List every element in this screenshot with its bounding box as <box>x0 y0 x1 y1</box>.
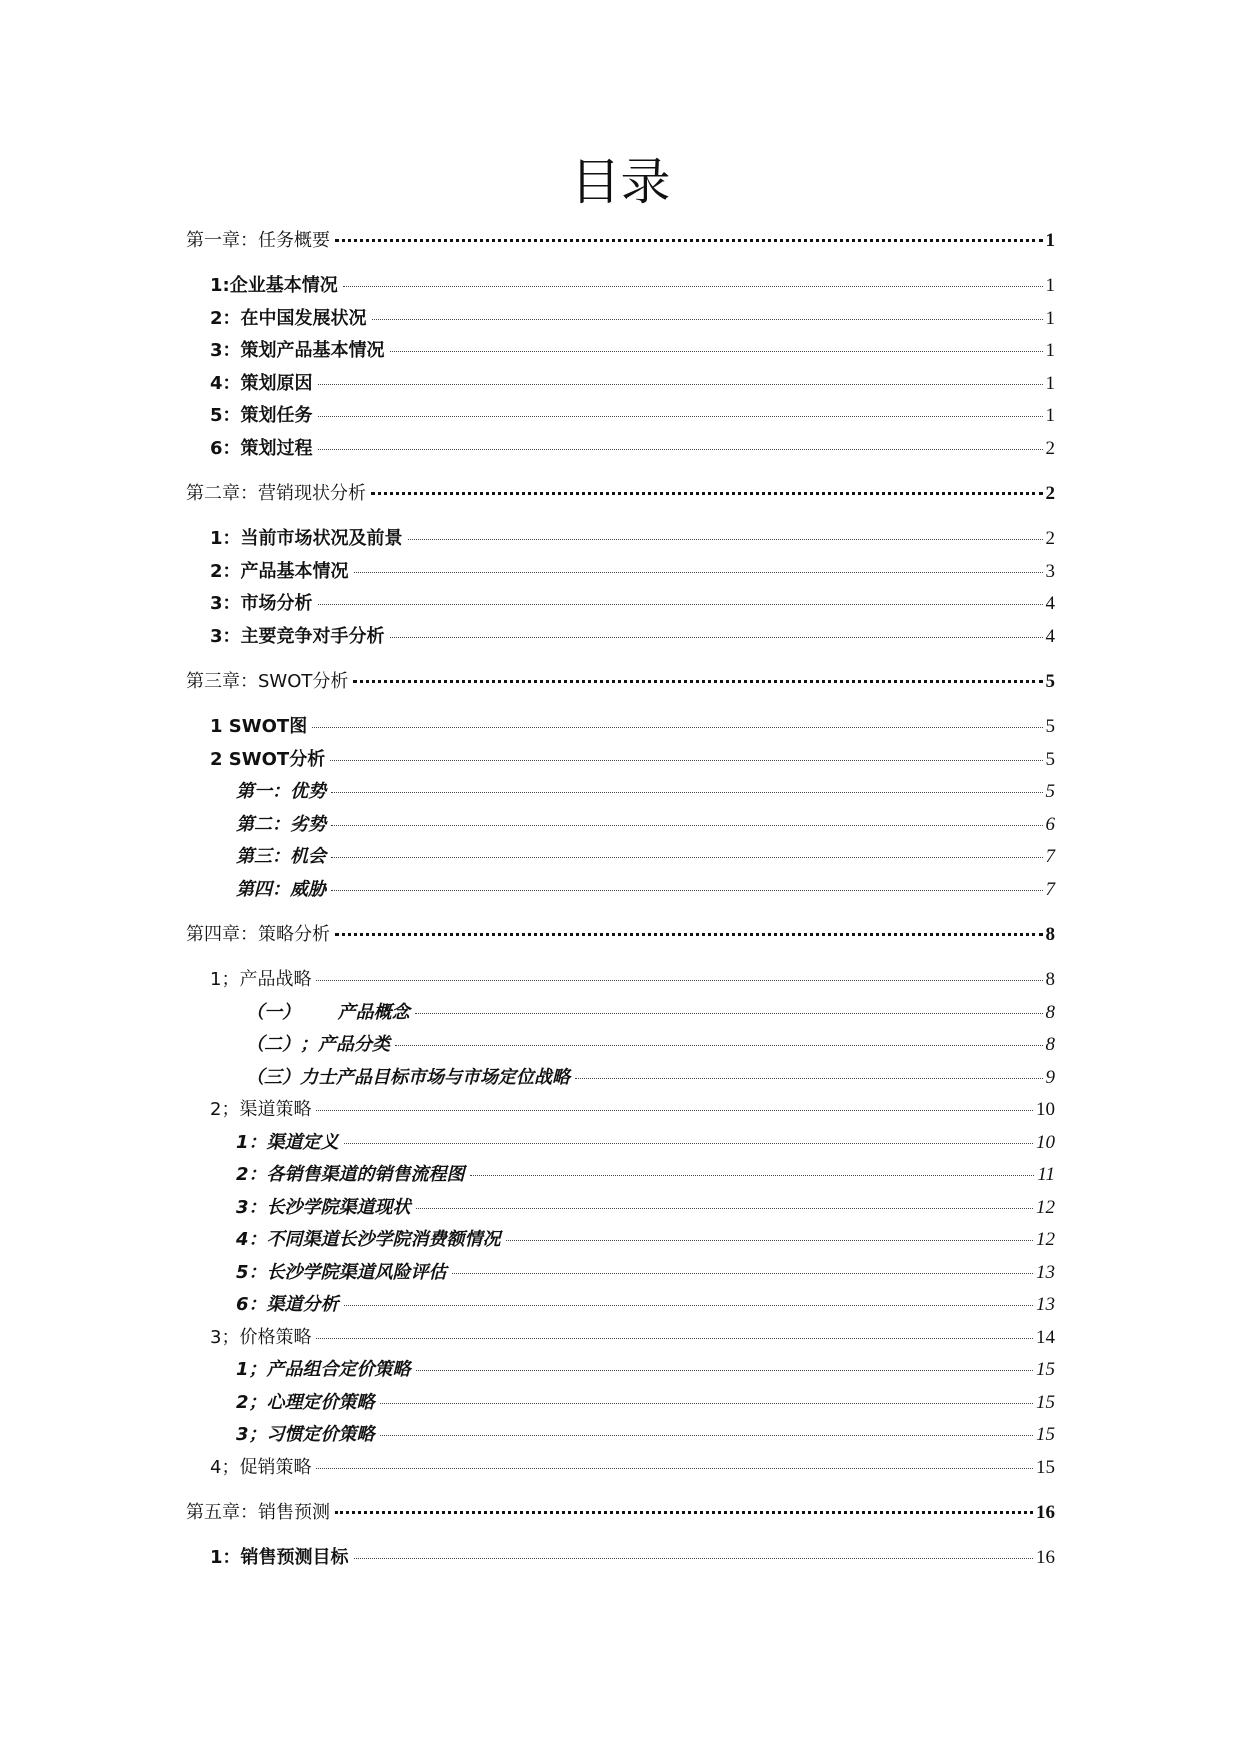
toc-page-number: 1 <box>1045 308 1055 329</box>
dot-leader <box>354 1558 1033 1559</box>
toc-page-number: 2 <box>1045 438 1055 459</box>
dot-leader <box>353 680 1042 683</box>
toc-page-number: 7 <box>1045 879 1055 900</box>
dot-leader <box>335 933 1043 936</box>
toc-label: 3：市场分析 <box>210 593 313 614</box>
toc-page-number: 3 <box>1045 561 1055 582</box>
toc-page-number: 12 <box>1036 1197 1055 1218</box>
toc-page-number: 15 <box>1036 1457 1055 1478</box>
dot-leader <box>330 760 1042 761</box>
toc-section[interactable] <box>210 591 1055 617</box>
toc-label: 6：策划过程 <box>210 438 313 459</box>
dot-leader <box>318 416 1043 417</box>
toc-label: 3：策划产品基本情况 <box>210 340 385 361</box>
toc-page-number: 1 <box>1045 275 1055 296</box>
toc-chapter-5[interactable] <box>186 1500 1055 1526</box>
toc-label: 第五章：销售预测 <box>186 1502 330 1523</box>
toc-label: 第一：优势 <box>236 781 326 802</box>
dot-leader <box>316 1338 1033 1339</box>
toc-page-number: 8 <box>1045 924 1055 945</box>
toc-page-number: 15 <box>1036 1359 1055 1380</box>
toc-section[interactable] <box>210 624 1055 650</box>
dot-leader <box>331 890 1043 891</box>
toc-subsection[interactable] <box>236 1292 1055 1318</box>
toc-section[interactable] <box>210 306 1055 332</box>
dot-leader <box>415 1013 1043 1014</box>
dot-leader <box>343 286 1043 287</box>
toc-subsection[interactable] <box>236 1227 1055 1253</box>
dot-leader <box>390 351 1043 352</box>
toc-section[interactable] <box>210 747 1055 773</box>
toc-page-number: 14 <box>1036 1327 1055 1348</box>
toc-label: 第四：威胁 <box>236 879 326 900</box>
toc-subsection[interactable] <box>246 1032 1055 1058</box>
toc-label: 第三章：SWOT分析 <box>186 671 349 692</box>
toc-subsection[interactable] <box>236 877 1055 903</box>
toc-section[interactable] <box>210 436 1055 462</box>
toc-chapter-1[interactable] <box>186 228 1055 254</box>
dot-leader <box>506 1240 1033 1241</box>
toc-page-number: 7 <box>1045 846 1055 867</box>
toc-label: 1：渠道定义 <box>236 1132 339 1153</box>
toc-subsection[interactable] <box>236 1357 1055 1383</box>
toc-label: 第四章：策略分析 <box>186 924 330 945</box>
dot-leader <box>575 1078 1043 1079</box>
toc-page-number: 6 <box>1045 814 1055 835</box>
toc-label: 3：长沙学院渠道现状 <box>236 1197 411 1218</box>
toc-page-number: 9 <box>1045 1067 1055 1088</box>
toc-label: 第一章：任务概要 <box>186 230 330 251</box>
dot-leader <box>416 1208 1033 1209</box>
dot-leader <box>470 1175 1035 1176</box>
toc-label: 1：当前市场状况及前景 <box>210 528 403 549</box>
toc-section[interactable] <box>210 559 1055 585</box>
toc-label: 2 SWOT分析 <box>210 749 326 770</box>
toc-subsection[interactable] <box>236 1390 1055 1416</box>
dot-leader <box>316 980 1042 981</box>
toc-section[interactable] <box>210 714 1055 740</box>
toc-page-number: 1 <box>1045 230 1055 251</box>
toc-page-number: 5 <box>1045 781 1055 802</box>
dot-leader <box>380 1435 1033 1436</box>
toc-label: 2；渠道策略 <box>210 1099 312 1120</box>
toc-page-number: 13 <box>1036 1262 1055 1283</box>
toc-label: 5：策划任务 <box>210 405 313 426</box>
toc-label: 第三：机会 <box>236 846 326 867</box>
toc-page-number: 4 <box>1045 626 1055 647</box>
toc-section[interactable] <box>210 371 1055 397</box>
toc-label: 6：渠道分析 <box>236 1294 339 1315</box>
toc-page-number: 10 <box>1036 1132 1055 1153</box>
toc-subsection[interactable] <box>236 1422 1055 1448</box>
toc-label: （三）力士产品目标市场与市场定位战略 <box>246 1067 570 1088</box>
toc-page-number: 5 <box>1045 671 1055 692</box>
toc-page-number: 8 <box>1045 1034 1055 1055</box>
toc-page-number: 8 <box>1045 969 1055 990</box>
toc-subsection[interactable] <box>236 1260 1055 1286</box>
dot-leader <box>372 319 1043 320</box>
dot-leader <box>354 572 1043 573</box>
toc-section[interactable] <box>210 1455 1055 1481</box>
toc-section[interactable] <box>210 1325 1055 1351</box>
toc-page-number: 4 <box>1045 593 1055 614</box>
dot-leader <box>371 492 1043 495</box>
toc-label: 1；产品战略 <box>210 969 312 990</box>
toc-label: 2：产品基本情况 <box>210 561 349 582</box>
toc-subsection[interactable] <box>236 1130 1055 1156</box>
dot-leader <box>316 1110 1033 1111</box>
dot-leader <box>344 1143 1033 1144</box>
toc-chapter-3[interactable] <box>186 669 1055 695</box>
toc-label: 1：销售预测目标 <box>210 1547 349 1568</box>
toc-page-number: 2 <box>1045 528 1055 549</box>
toc-section[interactable] <box>210 403 1055 429</box>
toc-label: （一） 产品概念 <box>246 1002 410 1023</box>
toc-section[interactable] <box>210 273 1055 299</box>
toc-page-number: 13 <box>1036 1294 1055 1315</box>
toc-label: 第二：劣势 <box>236 814 326 835</box>
toc-chapter-4[interactable] <box>186 922 1055 948</box>
toc-page-number: 1 <box>1045 340 1055 361</box>
toc-label: 2：在中国发展状况 <box>210 308 367 329</box>
toc-page-number: 5 <box>1045 749 1055 770</box>
toc-label: 3；价格策略 <box>210 1327 312 1348</box>
toc-section[interactable] <box>210 526 1055 552</box>
toc-page-number: 12 <box>1036 1229 1055 1250</box>
toc-label: 1；产品组合定价策略 <box>236 1359 411 1380</box>
toc-label: 4：不同渠道长沙学院消费额情况 <box>236 1229 501 1250</box>
dot-leader <box>331 857 1043 858</box>
toc-label: 5：长沙学院渠道风险评估 <box>236 1262 447 1283</box>
toc-section[interactable] <box>210 967 1055 993</box>
dot-leader <box>395 1045 1043 1046</box>
toc-section[interactable] <box>210 1097 1055 1123</box>
toc-page-number: 10 <box>1036 1099 1055 1120</box>
toc-section[interactable] <box>210 1545 1055 1571</box>
dot-leader <box>416 1370 1033 1371</box>
dot-leader <box>335 239 1043 242</box>
toc-subsection[interactable] <box>246 1000 1055 1026</box>
dot-leader <box>312 727 1042 728</box>
toc-subsection[interactable] <box>236 1195 1055 1221</box>
toc-label: 1:企业基本情况 <box>210 275 338 296</box>
dot-leader <box>344 1305 1033 1306</box>
toc-page-number: 15 <box>1036 1424 1055 1445</box>
dot-leader <box>318 604 1043 605</box>
toc-subsection[interactable] <box>236 844 1055 870</box>
dot-leader <box>331 792 1043 793</box>
toc-page-number: 8 <box>1045 1002 1055 1023</box>
dot-leader <box>318 449 1043 450</box>
dot-leader <box>318 384 1043 385</box>
toc-subsection[interactable] <box>236 1162 1055 1188</box>
dot-leader <box>390 637 1043 638</box>
toc-label: 4：策划原因 <box>210 373 313 394</box>
toc-label: （二）；产品分类 <box>246 1034 390 1055</box>
toc-label: 第二章：营销现状分析 <box>186 483 366 504</box>
toc-page-number: 16 <box>1036 1547 1055 1568</box>
toc-page-number: 11 <box>1037 1164 1055 1185</box>
toc-label: 1 SWOT图 <box>210 716 308 737</box>
dot-leader <box>408 539 1043 540</box>
toc-subsection[interactable] <box>236 779 1055 805</box>
dot-leader <box>331 825 1043 826</box>
page-title: 目录 <box>570 153 671 211</box>
toc-page-number: 15 <box>1036 1392 1055 1413</box>
toc-subsection[interactable] <box>236 812 1055 838</box>
toc-subsection[interactable] <box>246 1065 1055 1091</box>
toc-page-number: 1 <box>1045 373 1055 394</box>
dot-leader <box>335 1511 1033 1514</box>
toc-label: 2：各销售渠道的销售流程图 <box>236 1164 465 1185</box>
toc-page-number: 2 <box>1045 483 1055 504</box>
toc-label: 3；习惯定价策略 <box>236 1424 375 1445</box>
toc-label: 4；促销策略 <box>210 1457 312 1478</box>
toc-page-number: 1 <box>1045 405 1055 426</box>
toc-chapter-2[interactable] <box>186 481 1055 507</box>
dot-leader <box>316 1468 1033 1469</box>
toc-label: 3：主要竞争对手分析 <box>210 626 385 647</box>
toc-page-number: 16 <box>1036 1502 1055 1523</box>
toc-label: 2；心理定价策略 <box>236 1392 375 1413</box>
dot-leader <box>380 1403 1033 1404</box>
toc-page-number: 5 <box>1045 716 1055 737</box>
dot-leader <box>452 1273 1033 1274</box>
toc-section[interactable] <box>210 338 1055 364</box>
